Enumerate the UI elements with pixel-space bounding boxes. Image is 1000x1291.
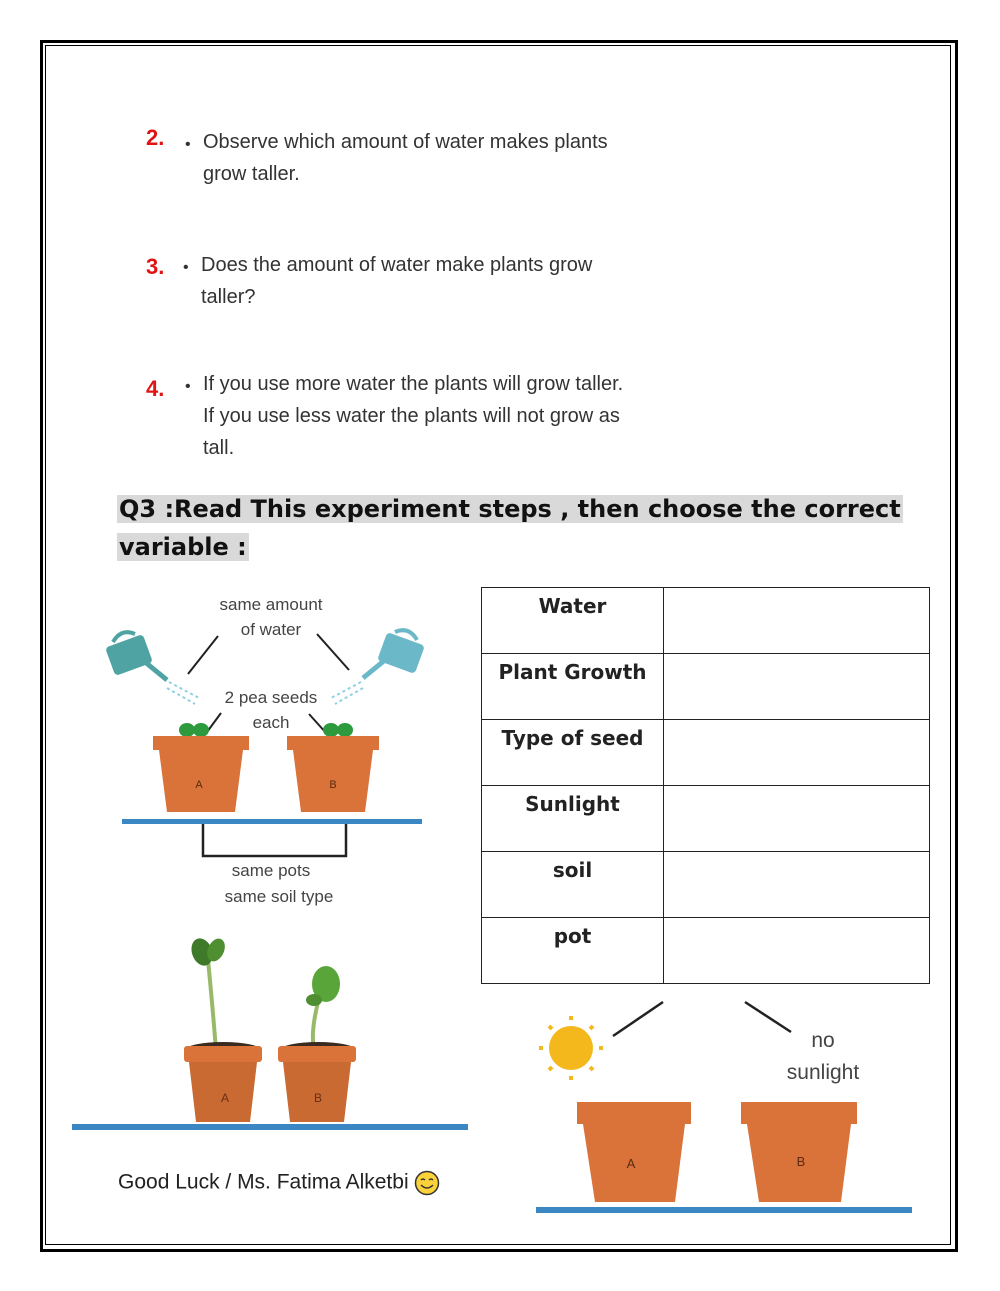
smiley-icon <box>414 1170 440 1196</box>
table-row <box>482 918 930 984</box>
question-number-4: 4. <box>146 376 165 401</box>
diagram-label: same amount <box>219 595 323 614</box>
q3-heading-line-2: variable : <box>119 533 247 561</box>
question-4-line: tall. <box>203 437 235 459</box>
table-row <box>482 786 930 852</box>
question-4-line: If you use more water the plants will grow taller. <box>203 373 624 395</box>
variable-label: Type of seed <box>482 720 664 786</box>
pot-b <box>278 1042 356 1122</box>
question-4-line: If you use less water the plants will not grow as <box>203 405 620 427</box>
shelf <box>72 1124 468 1130</box>
pot-a <box>577 1102 691 1202</box>
question-2-line: Observe which amount of water makes plants <box>203 131 608 153</box>
question-2-line: grow taller. <box>203 163 300 185</box>
diagram-label: 2 pea seeds <box>224 688 318 707</box>
shelf <box>122 819 422 824</box>
pot-a <box>184 1042 262 1122</box>
bullet-icon: • <box>185 136 191 153</box>
bullet-icon: • <box>185 378 191 395</box>
variable-answer-cell[interactable] <box>664 720 930 786</box>
variables-table <box>481 587 930 984</box>
question-2-text <box>203 126 608 190</box>
plant-growth-diagram <box>70 920 470 1135</box>
variable-label: soil <box>482 852 664 918</box>
diagram-label: of water <box>240 620 302 639</box>
variable-answer-cell[interactable] <box>664 654 930 720</box>
pot-label: A <box>195 779 203 791</box>
pot-b <box>287 723 379 812</box>
question-3-line: taller? <box>201 286 256 308</box>
pointer-line <box>317 634 349 670</box>
pointer-line <box>745 1002 791 1032</box>
watering-can-icon <box>105 632 199 704</box>
q3-heading-line-1: Q3 :Read This experiment steps , then choose the correct <box>119 495 901 523</box>
question-number-2: 2. <box>146 125 165 150</box>
sun-icon <box>539 1016 603 1080</box>
pointer-line <box>188 636 218 674</box>
variable-answer-cell[interactable] <box>664 588 930 654</box>
variable-answer-cell[interactable] <box>664 918 930 984</box>
diagram-label: no <box>811 1029 835 1052</box>
question-3-line: Does the amount of water make plants grow <box>201 254 593 276</box>
pot-label: B <box>329 779 337 791</box>
variable-label: Plant Growth <box>482 654 664 720</box>
pot-label: B <box>796 1154 806 1169</box>
diagram-label: same soil type <box>224 887 334 906</box>
pointer-line <box>613 1002 663 1036</box>
question-number-3: 3. <box>146 254 165 279</box>
table-row <box>482 654 930 720</box>
pot-b <box>741 1102 857 1202</box>
question-4-text <box>203 368 623 464</box>
sunlight-experiment-diagram <box>525 990 925 1220</box>
table-row <box>482 720 930 786</box>
table-row <box>482 852 930 918</box>
diagram-label: same pots <box>231 861 311 880</box>
water-experiment-diagram <box>95 590 435 910</box>
variable-label: Water <box>482 588 664 654</box>
diagram-label: each <box>252 713 290 732</box>
shelf <box>536 1207 912 1213</box>
question-3-text <box>201 249 592 313</box>
bullet-icon: • <box>183 259 189 276</box>
pot-a <box>153 723 249 812</box>
pot-label: B <box>313 1091 323 1105</box>
pointer-line <box>207 713 221 732</box>
footer-text: Good Luck / Ms. Fatima Alketbi <box>118 1170 409 1194</box>
variable-label: Sunlight <box>482 786 664 852</box>
table-row <box>482 588 930 654</box>
variable-label: pot <box>482 918 664 984</box>
q3-heading <box>117 490 903 566</box>
footer <box>118 1170 440 1196</box>
bracket <box>203 824 346 856</box>
diagram-label: sunlight <box>786 1061 860 1084</box>
pot-label: A <box>626 1156 636 1171</box>
variable-answer-cell[interactable] <box>664 852 930 918</box>
pot-label: A <box>220 1091 230 1105</box>
variable-answer-cell[interactable] <box>664 786 930 852</box>
sprout-icon <box>188 935 340 1050</box>
